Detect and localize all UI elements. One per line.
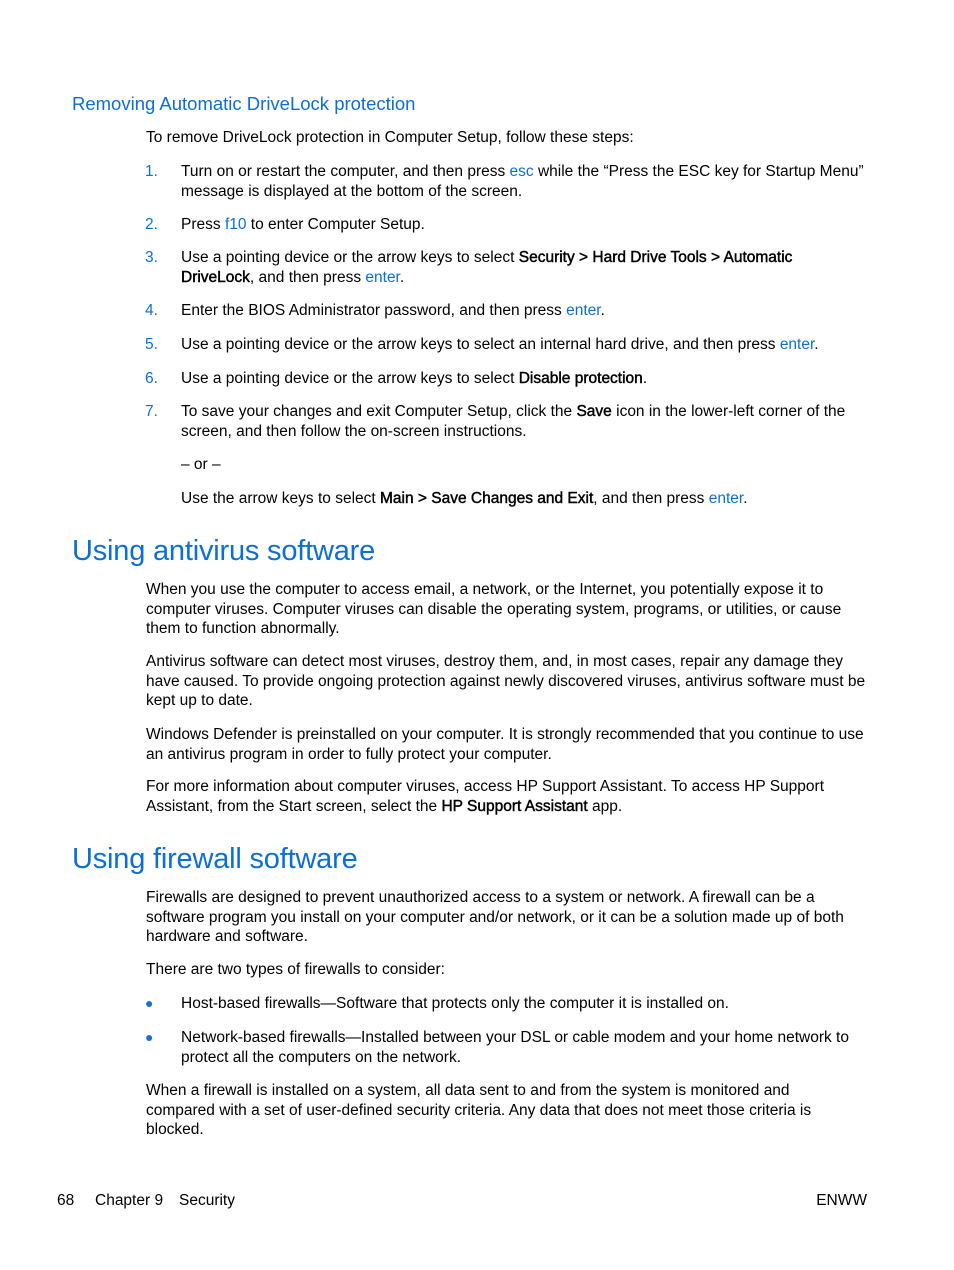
chapter-label: Chapter 9 [95,1192,164,1209]
step-number: 2. [145,216,158,233]
step-number: 7. [145,403,158,420]
step-number: 1. [145,163,158,180]
menu-path: Security > Hard Drive Tools > Automatic DriveLock [181,249,793,286]
key-esc: esc [509,163,534,180]
list-item: Network-based firewalls—Installed between your DSL or cable modem and your home network to protect all the computers on the network. [181,1029,849,1066]
bullet-icon: ● [145,995,154,1011]
antivirus-paragraph-3: Windows Defender is preinstalled on your computer. It is strongly recommended that you continue to use an antivirus program in order to fully protect your computer. [146,726,864,763]
antivirus-heading: Using antivirus software [72,535,376,567]
step-number: 5. [145,336,158,353]
firewall-heading: Using firewall software [72,843,358,875]
section-heading: Removing Automatic DriveLock protection [72,93,416,114]
firewall-paragraph-3: When a firewall is installed on a system, all data sent to and from the system is monitored and compared with a set of user-defined security criteria. Any data that does not meet those criteria is blocked. [146,1082,812,1138]
step-number: 6. [145,370,158,387]
key-enter: enter [365,268,400,286]
firewall-paragraph-2: There are two types of firewalls to consider: [146,961,445,978]
key-enter: enter [708,490,744,507]
or-separator: – or – [181,456,221,473]
antivirus-paragraph-2: Antivirus software can detect most viruses, destroy them, and, in most cases, repair any damage they have caused. To provide ongoing protection against newly discovered viruses, antivirus software must be kept up to date. [146,653,866,709]
step-text: Enter the BIOS Administrator password, and then press enter. [181,302,605,319]
antivirus-paragraph-4: For more information about computer viruses, access HP Support Assistant. To access HP Support Assistant, from the Start screen, select the HP Support Assistant app. [146,778,825,815]
step-text: To save your changes and exit Computer Setup, click the Save icon in the lower-left corner of the screen, and then follow the on-screen instructions. [181,403,846,440]
step-text: Press f10 to enter Computer Setup. [181,216,425,233]
list-item: Host-based firewalls—Software that protects only the computer it is installed on. [181,995,729,1012]
page-number: 68 [57,1192,75,1209]
menu-option: Disable protection [518,370,643,387]
key-enter: enter [566,302,601,319]
menu-path: Main > Save Changes and Exit [380,490,594,507]
bullet-icon: ● [145,1029,154,1045]
step-text: Turn on or restart the computer, and then press esc while the “Press the ESC key for Startup Menu” message is displayed at the bottom of the screen. [181,163,864,200]
locale-code: ENWW [816,1192,867,1209]
key-f10: f10 [224,216,247,233]
step-number: 4. [145,302,158,319]
step-text: Use a pointing device or the arrow keys to select Disable protection. [181,370,648,387]
chapter-title: Security [179,1192,235,1209]
antivirus-paragraph-1: When you use the computer to access email, a network, or the Internet, you potentially expose it to computer viruses. Computer viruses can disable the operating system, programs, or utilities, or cause them to function abnormally. [146,581,842,637]
step-text: Use a pointing device or the arrow keys to select an internal hard drive, and then press enter. [181,336,819,353]
app-name: HP Support Assistant [441,797,588,815]
step-number: 3. [145,249,158,266]
key-enter: enter [779,336,815,353]
step-text: Use a pointing device or the arrow keys to select Security > Hard Drive Tools > Automatic DriveLock, and then press enter. [181,249,793,286]
save-label: Save [576,403,612,420]
firewall-paragraph-1: Firewalls are designed to prevent unauthorized access to a system or network. A firewall can be a software program you install on your computer and/or network, or it can be a solution made up of both hardware and software. [146,889,844,945]
intro-paragraph: To remove DriveLock protection in Computer Setup, follow these steps: [146,129,634,146]
alt-step-text: Use the arrow keys to select Main > Save Changes and Exit, and then press enter. [181,490,748,507]
